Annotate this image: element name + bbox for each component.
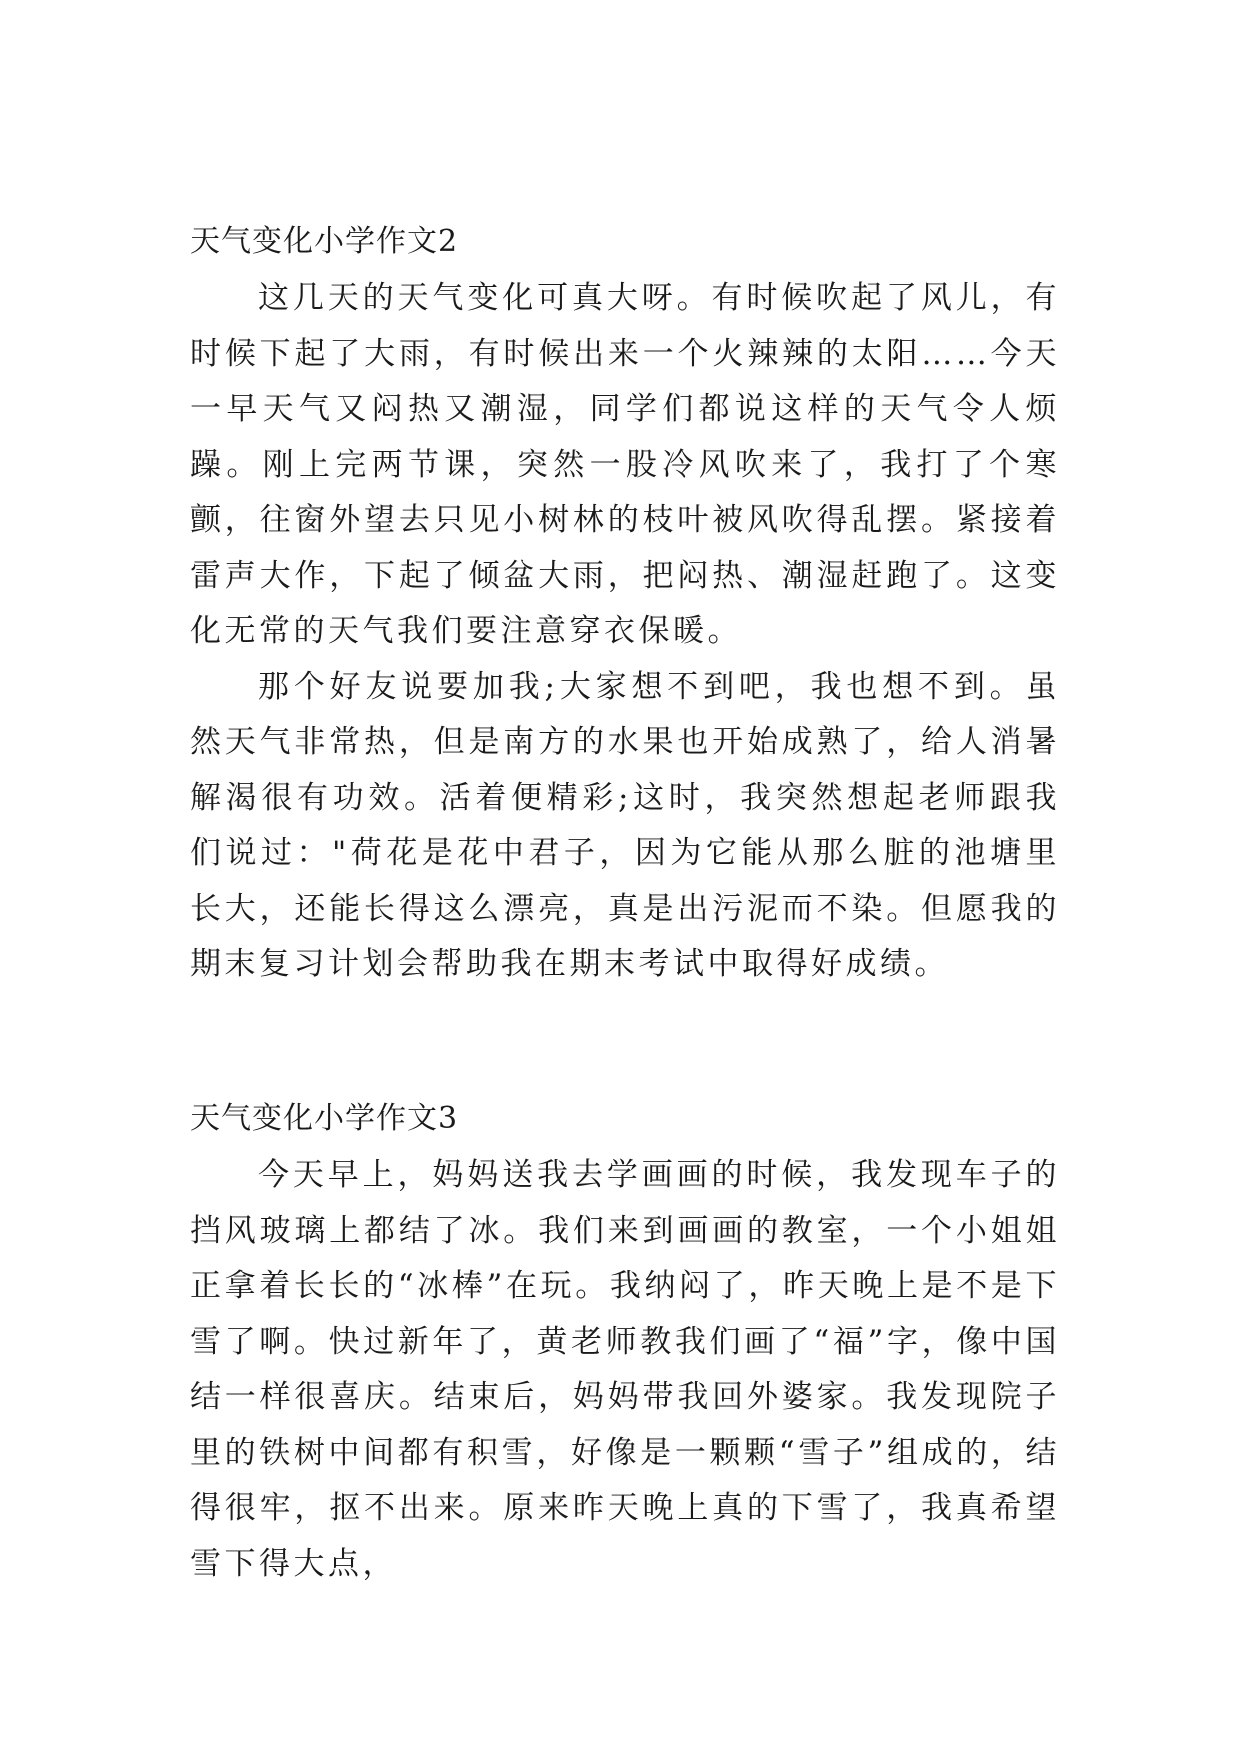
- essay-paragraph: 今天早上，妈妈送我去学画画的时候，我发现车子的挡风玻璃上都结了冰。我们来到画画的教室，一个小姐姐正拿着长长的“冰棒”在玩。我纳闷了，昨天晚上是不是下雪了啊。快过新年了，黄老师教我们画了“福”字，像中国结一样很喜庆。结束后，妈妈带我回外婆家。我发现院子里的铁树中间都有积雪，好像是一颗颗“雪子”组成的，结得很牢，抠不出来。原来昨天晚上真的下雪了，我真希望雪下得大点，: [190, 1157, 1060, 1582]
- essay-heading: 天气变化小学作文2: [190, 224, 459, 259]
- essay-heading: 天气变化小学作文3: [190, 1101, 459, 1136]
- essay-section-2: [190, 213, 1060, 993]
- essay-paragraph: 这几天的天气变化可真大呀。有时候吹起了风儿，有时候下起了大雨，有时候出来一个火辣辣的太阳……今天一早天气又闷热又潮湿，同学们都说这样的天气令人烦躁。刚上完两节课，突然一股冷风吹来了，我打了个寒颤，往窗外望去只见小树林的枝叶被风吹得乱摆。紧接着雷声大作，下起了倾盆大雨，把闷热、潮湿赶跑了。这变化无常的天气我们要注意穿衣保暖。: [190, 280, 1060, 649]
- document-page: [190, 0, 1060, 1754]
- essay-paragraph: 那个好友说要加我;大家想不到吧，我也想不到。虽然天气非常热，但是南方的水果也开始成熟了，给人消暑解渴很有功效。活着便精彩;这时，我突然想起老师跟我们说过："荷花是花中君子，因为它能从那么脏的池塘里长大，还能长得这么漂亮，真是出污泥而不染。但愿我的期末复习计划会帮助我在期末考试中取得好成绩。: [190, 668, 1060, 982]
- essay-section-3: [190, 1090, 1060, 1592]
